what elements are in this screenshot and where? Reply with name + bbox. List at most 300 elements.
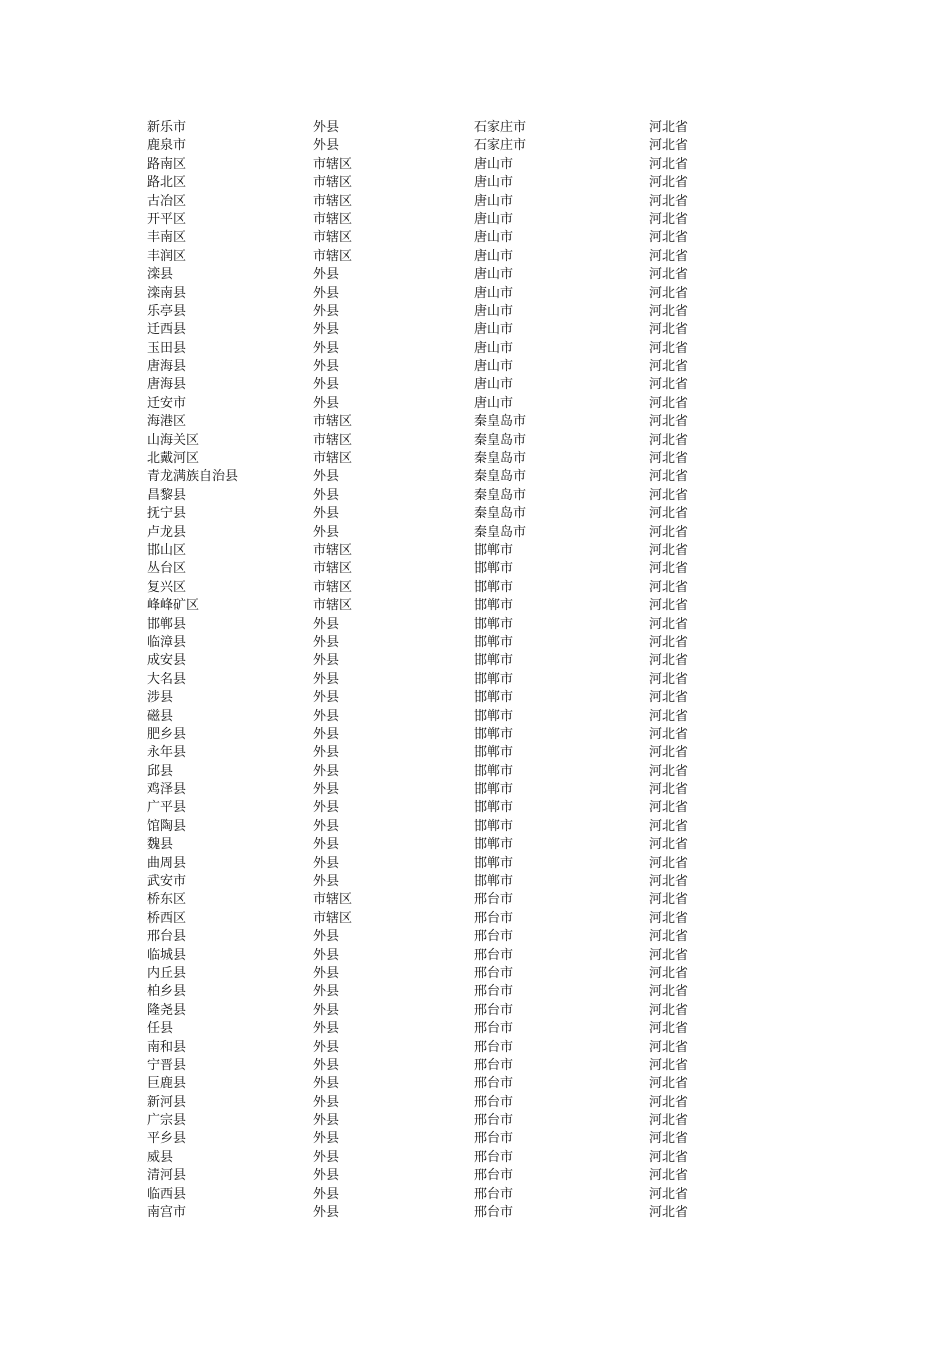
city-name-cell: 唐山市 <box>474 175 514 191</box>
province-name-cell: 河北省 <box>649 193 689 209</box>
district-type-cell: 外县 <box>313 487 340 503</box>
district-name-cell: 清河县 <box>147 1168 187 1184</box>
table-row <box>147 597 707 615</box>
province-name-cell: 河北省 <box>649 653 689 669</box>
district-type-cell: 外县 <box>313 855 340 871</box>
city-name-cell: 秦皇岛市 <box>474 506 527 522</box>
table-row <box>147 744 707 762</box>
table-row <box>147 1186 707 1204</box>
district-name-cell: 青龙满族自治县 <box>147 469 239 485</box>
province-name-cell: 河北省 <box>649 634 689 650</box>
district-type-cell: 市辖区 <box>313 432 353 448</box>
city-name-cell: 邢台市 <box>474 910 514 926</box>
table-row <box>147 450 707 468</box>
province-name-cell: 河北省 <box>649 690 689 706</box>
city-name-cell: 邢台市 <box>474 947 514 963</box>
city-name-cell: 唐山市 <box>474 340 514 356</box>
district-name-cell: 迁安市 <box>147 395 187 411</box>
province-name-cell: 河北省 <box>649 1094 689 1110</box>
district-type-cell: 外县 <box>313 469 340 485</box>
table-row <box>147 1149 707 1167</box>
province-name-cell: 河北省 <box>649 487 689 503</box>
table-row <box>147 119 707 137</box>
city-name-cell: 邯郸市 <box>474 598 514 614</box>
province-name-cell: 河北省 <box>649 524 689 540</box>
district-type-cell: 外县 <box>313 874 340 890</box>
district-name-cell: 滦县 <box>147 267 174 283</box>
table-row <box>147 468 707 486</box>
district-type-cell: 外县 <box>313 653 340 669</box>
district-type-cell: 市辖区 <box>313 579 353 595</box>
district-type-cell: 市辖区 <box>313 211 353 227</box>
district-name-cell: 临城县 <box>147 947 187 963</box>
district-name-cell: 涉县 <box>147 690 174 706</box>
province-name-cell: 河北省 <box>649 322 689 338</box>
table-row <box>147 910 707 928</box>
city-name-cell: 邯郸市 <box>474 837 514 853</box>
district-name-cell: 鸡泽县 <box>147 782 187 798</box>
district-type-cell: 外县 <box>313 120 340 135</box>
district-type-cell: 市辖区 <box>313 892 353 908</box>
district-name-cell: 路南区 <box>147 156 187 172</box>
province-name-cell: 河北省 <box>649 1205 689 1221</box>
province-name-cell: 河北省 <box>649 1149 689 1165</box>
table-row <box>147 542 707 560</box>
table-row <box>147 1204 707 1222</box>
district-name-cell: 唐海县 <box>147 359 187 375</box>
table-row <box>147 266 707 284</box>
district-name-cell: 邱县 <box>147 763 174 779</box>
district-type-cell: 外县 <box>313 1002 340 1018</box>
district-name-cell: 内丘县 <box>147 965 187 981</box>
city-name-cell: 秦皇岛市 <box>474 469 527 485</box>
province-name-cell: 河北省 <box>649 1057 689 1073</box>
province-name-cell: 河北省 <box>649 929 689 945</box>
city-name-cell: 邯郸市 <box>474 708 514 724</box>
province-name-cell: 河北省 <box>649 726 689 742</box>
city-name-cell: 唐山市 <box>474 303 514 319</box>
province-name-cell: 河北省 <box>649 469 689 485</box>
city-name-cell: 唐山市 <box>474 359 514 375</box>
district-type-cell: 外县 <box>313 947 340 963</box>
district-type-cell: 外县 <box>313 671 340 687</box>
province-name-cell: 河北省 <box>649 745 689 761</box>
district-type-cell: 外县 <box>313 745 340 761</box>
district-type-cell: 市辖区 <box>313 414 353 430</box>
city-name-cell: 邯郸市 <box>474 745 514 761</box>
table-row <box>147 652 707 670</box>
district-type-cell: 市辖区 <box>313 910 353 926</box>
province-name-cell: 河北省 <box>649 451 689 467</box>
district-name-cell: 路北区 <box>147 175 187 191</box>
district-type-cell: 外县 <box>313 616 340 632</box>
province-name-cell: 河北省 <box>649 267 689 283</box>
district-type-cell: 市辖区 <box>313 193 353 209</box>
table-row <box>147 1057 707 1075</box>
district-name-cell: 桥西区 <box>147 910 187 926</box>
city-name-cell: 邢台市 <box>474 1002 514 1018</box>
district-name-cell: 南宫市 <box>147 1205 187 1221</box>
district-type-cell: 外县 <box>313 267 340 283</box>
province-name-cell: 河北省 <box>649 763 689 779</box>
district-name-cell: 磁县 <box>147 708 174 724</box>
province-name-cell: 河北省 <box>649 874 689 890</box>
table-row <box>147 413 707 431</box>
province-name-cell: 河北省 <box>649 395 689 411</box>
city-name-cell: 邢台市 <box>474 1057 514 1073</box>
city-name-cell: 邢台市 <box>474 965 514 981</box>
city-name-cell: 邯郸市 <box>474 763 514 779</box>
table-row <box>147 505 707 523</box>
province-name-cell: 河北省 <box>649 211 689 227</box>
district-name-cell: 馆陶县 <box>147 818 187 834</box>
table-row <box>147 1167 707 1185</box>
district-type-cell: 外县 <box>313 285 340 301</box>
city-name-cell: 邢台市 <box>474 1113 514 1129</box>
province-name-cell: 河北省 <box>649 708 689 724</box>
district-name-cell: 峰峰矿区 <box>147 598 200 614</box>
table-row <box>147 818 707 836</box>
city-name-cell: 邯郸市 <box>474 726 514 742</box>
city-name-cell: 邢台市 <box>474 1168 514 1184</box>
district-name-cell: 成安县 <box>147 653 187 669</box>
table-row <box>147 855 707 873</box>
district-name-cell: 邯山区 <box>147 542 187 558</box>
province-name-cell: 河北省 <box>649 1039 689 1055</box>
city-name-cell: 邢台市 <box>474 1186 514 1202</box>
district-type-cell: 外县 <box>313 726 340 742</box>
district-name-cell: 威县 <box>147 1149 174 1165</box>
province-name-cell: 河北省 <box>649 1002 689 1018</box>
city-name-cell: 邯郸市 <box>474 634 514 650</box>
district-type-cell: 外县 <box>313 800 340 816</box>
province-name-cell: 河北省 <box>649 984 689 1000</box>
district-type-cell: 外县 <box>313 984 340 1000</box>
district-name-cell: 平乡县 <box>147 1131 187 1147</box>
district-name-cell: 昌黎县 <box>147 487 187 503</box>
district-name-cell: 邯郸县 <box>147 616 187 632</box>
province-name-cell: 河北省 <box>649 340 689 356</box>
district-name-cell: 邢台县 <box>147 929 187 945</box>
table-row <box>147 303 707 321</box>
district-name-cell: 开平区 <box>147 211 187 227</box>
district-type-cell: 外县 <box>313 1076 340 1092</box>
province-name-cell: 河北省 <box>649 248 689 264</box>
district-type-cell: 外县 <box>313 524 340 540</box>
district-type-cell: 外县 <box>313 965 340 981</box>
table-row <box>147 211 707 229</box>
province-name-cell: 河北省 <box>649 1186 689 1202</box>
province-name-cell: 河北省 <box>649 230 689 246</box>
district-type-cell: 外县 <box>313 782 340 798</box>
district-type-cell: 外县 <box>313 1205 340 1221</box>
table-row <box>147 248 707 266</box>
district-type-cell: 市辖区 <box>313 230 353 246</box>
table-row <box>147 781 707 799</box>
city-name-cell: 邯郸市 <box>474 671 514 687</box>
city-name-cell: 邢台市 <box>474 1021 514 1037</box>
city-name-cell: 邯郸市 <box>474 542 514 558</box>
province-name-cell: 河北省 <box>649 855 689 871</box>
province-name-cell: 河北省 <box>649 671 689 687</box>
table-row <box>147 358 707 376</box>
province-name-cell: 河北省 <box>649 965 689 981</box>
table-row <box>147 1094 707 1112</box>
city-name-cell: 邢台市 <box>474 929 514 945</box>
city-name-cell: 邢台市 <box>474 1094 514 1110</box>
province-name-cell: 河北省 <box>649 156 689 172</box>
city-name-cell: 唐山市 <box>474 230 514 246</box>
district-name-cell: 临西县 <box>147 1186 187 1202</box>
table-row <box>147 689 707 707</box>
province-name-cell: 河北省 <box>649 837 689 853</box>
district-type-cell: 外县 <box>313 708 340 724</box>
table-row <box>147 947 707 965</box>
district-name-cell: 古冶区 <box>147 193 187 209</box>
city-name-cell: 邯郸市 <box>474 874 514 890</box>
city-name-cell: 唐山市 <box>474 156 514 172</box>
province-name-cell: 河北省 <box>649 1113 689 1129</box>
table-row <box>147 671 707 689</box>
city-name-cell: 石家庄市 <box>474 138 527 154</box>
table-row <box>147 321 707 339</box>
province-name-cell: 河北省 <box>649 377 689 393</box>
city-name-cell: 邢台市 <box>474 1205 514 1221</box>
district-type-cell: 外县 <box>313 359 340 375</box>
district-name-cell: 巨鹿县 <box>147 1076 187 1092</box>
city-name-cell: 邯郸市 <box>474 818 514 834</box>
district-type-cell: 外县 <box>313 340 340 356</box>
province-name-cell: 河北省 <box>649 542 689 558</box>
district-name-cell: 乐亭县 <box>147 303 187 319</box>
district-name-cell: 唐海县 <box>147 377 187 393</box>
district-name-cell: 滦南县 <box>147 285 187 301</box>
table-row <box>147 965 707 983</box>
district-type-cell: 市辖区 <box>313 561 353 577</box>
district-type-cell: 外县 <box>313 395 340 411</box>
district-name-cell: 卢龙县 <box>147 524 187 540</box>
district-name-cell: 临漳县 <box>147 634 187 650</box>
city-name-cell: 邯郸市 <box>474 800 514 816</box>
province-name-cell: 河北省 <box>649 800 689 816</box>
district-name-cell: 北戴河区 <box>147 451 200 467</box>
district-type-cell: 市辖区 <box>313 542 353 558</box>
city-name-cell: 邢台市 <box>474 892 514 908</box>
district-type-cell: 外县 <box>313 377 340 393</box>
district-type-cell: 外县 <box>313 1021 340 1037</box>
district-type-cell: 市辖区 <box>313 451 353 467</box>
city-name-cell: 秦皇岛市 <box>474 487 527 503</box>
table-row <box>147 799 707 817</box>
province-name-cell: 河北省 <box>649 138 689 154</box>
province-name-cell: 河北省 <box>649 616 689 632</box>
table-row <box>147 616 707 634</box>
province-name-cell: 河北省 <box>649 1168 689 1184</box>
district-type-cell: 外县 <box>313 506 340 522</box>
district-type-cell: 外县 <box>313 1057 340 1073</box>
table-row <box>147 156 707 174</box>
city-name-cell: 唐山市 <box>474 377 514 393</box>
province-name-cell: 河北省 <box>649 782 689 798</box>
city-name-cell: 唐山市 <box>474 395 514 411</box>
district-name-cell: 抚宁县 <box>147 506 187 522</box>
district-type-cell: 外县 <box>313 1131 340 1147</box>
district-type-cell: 外县 <box>313 1168 340 1184</box>
table-row <box>147 983 707 1001</box>
district-name-cell: 迁西县 <box>147 322 187 338</box>
province-name-cell: 河北省 <box>649 947 689 963</box>
table-row <box>147 873 707 891</box>
table-row <box>147 340 707 358</box>
city-name-cell: 唐山市 <box>474 193 514 209</box>
city-name-cell: 邢台市 <box>474 984 514 1000</box>
district-name-cell: 魏县 <box>147 837 174 853</box>
province-name-cell: 河北省 <box>649 1131 689 1147</box>
city-name-cell: 石家庄市 <box>474 120 527 135</box>
table-row <box>147 229 707 247</box>
table-row <box>147 634 707 652</box>
province-name-cell: 河北省 <box>649 1021 689 1037</box>
district-name-cell: 广宗县 <box>147 1113 187 1129</box>
district-type-cell: 外县 <box>313 1039 340 1055</box>
district-type-cell: 外县 <box>313 1149 340 1165</box>
district-type-cell: 市辖区 <box>313 598 353 614</box>
province-name-cell: 河北省 <box>649 432 689 448</box>
district-name-cell: 丰南区 <box>147 230 187 246</box>
district-type-cell: 外县 <box>313 690 340 706</box>
province-name-cell: 河北省 <box>649 285 689 301</box>
district-name-cell: 柏乡县 <box>147 984 187 1000</box>
city-name-cell: 邯郸市 <box>474 690 514 706</box>
province-name-cell: 河北省 <box>649 1076 689 1092</box>
province-name-cell: 河北省 <box>649 818 689 834</box>
city-name-cell: 邢台市 <box>474 1131 514 1147</box>
district-name-cell: 鹿泉市 <box>147 138 187 154</box>
district-name-cell: 海港区 <box>147 414 187 430</box>
district-type-cell: 外县 <box>313 818 340 834</box>
table-row <box>147 763 707 781</box>
city-name-cell: 唐山市 <box>474 322 514 338</box>
city-name-cell: 邯郸市 <box>474 855 514 871</box>
city-name-cell: 邯郸市 <box>474 561 514 577</box>
table-row <box>147 726 707 744</box>
district-name-cell: 广平县 <box>147 800 187 816</box>
province-name-cell: 河北省 <box>649 579 689 595</box>
district-type-cell: 外县 <box>313 929 340 945</box>
district-name-cell: 玉田县 <box>147 340 187 356</box>
province-name-cell: 河北省 <box>649 892 689 908</box>
city-name-cell: 唐山市 <box>474 211 514 227</box>
table-row <box>147 174 707 192</box>
district-type-cell: 外县 <box>313 1186 340 1202</box>
city-name-cell: 邯郸市 <box>474 616 514 632</box>
district-type-cell: 外县 <box>313 322 340 338</box>
table-row <box>147 524 707 542</box>
table-row <box>147 1020 707 1038</box>
table-row <box>147 285 707 303</box>
district-name-cell: 宁晋县 <box>147 1057 187 1073</box>
region-table <box>147 119 707 1222</box>
table-row <box>147 928 707 946</box>
district-type-cell: 外县 <box>313 303 340 319</box>
province-name-cell: 河北省 <box>649 120 689 135</box>
table-row <box>147 560 707 578</box>
city-name-cell: 秦皇岛市 <box>474 432 527 448</box>
province-name-cell: 河北省 <box>649 175 689 191</box>
table-row <box>147 487 707 505</box>
district-type-cell: 市辖区 <box>313 248 353 264</box>
district-type-cell: 外县 <box>313 763 340 779</box>
city-name-cell: 邢台市 <box>474 1149 514 1165</box>
table-row <box>147 1039 707 1057</box>
province-name-cell: 河北省 <box>649 910 689 926</box>
province-name-cell: 河北省 <box>649 561 689 577</box>
district-name-cell: 肥乡县 <box>147 726 187 742</box>
table-row <box>147 1002 707 1020</box>
province-name-cell: 河北省 <box>649 303 689 319</box>
district-type-cell: 外县 <box>313 634 340 650</box>
district-name-cell: 大名县 <box>147 671 187 687</box>
city-name-cell: 唐山市 <box>474 267 514 283</box>
district-type-cell: 外县 <box>313 138 340 154</box>
district-name-cell: 隆尧县 <box>147 1002 187 1018</box>
district-type-cell: 市辖区 <box>313 175 353 191</box>
district-name-cell: 新河县 <box>147 1094 187 1110</box>
province-name-cell: 河北省 <box>649 506 689 522</box>
city-name-cell: 秦皇岛市 <box>474 451 527 467</box>
city-name-cell: 唐山市 <box>474 248 514 264</box>
district-name-cell: 南和县 <box>147 1039 187 1055</box>
province-name-cell: 河北省 <box>649 414 689 430</box>
table-row <box>147 579 707 597</box>
district-name-cell: 武安市 <box>147 874 187 890</box>
city-name-cell: 秦皇岛市 <box>474 524 527 540</box>
district-name-cell: 永年县 <box>147 745 187 761</box>
table-row <box>147 432 707 450</box>
province-name-cell: 河北省 <box>649 598 689 614</box>
city-name-cell: 邢台市 <box>474 1039 514 1055</box>
district-name-cell: 曲周县 <box>147 855 187 871</box>
table-row <box>147 193 707 211</box>
table-row <box>147 708 707 726</box>
table-row <box>147 1130 707 1148</box>
city-name-cell: 唐山市 <box>474 285 514 301</box>
district-type-cell: 外县 <box>313 1113 340 1129</box>
district-name-cell: 山海关区 <box>147 432 200 448</box>
district-name-cell: 任县 <box>147 1021 174 1037</box>
city-name-cell: 秦皇岛市 <box>474 414 527 430</box>
city-name-cell: 邯郸市 <box>474 653 514 669</box>
district-name-cell: 丰润区 <box>147 248 187 264</box>
district-name-cell: 新乐市 <box>147 120 187 135</box>
table-row <box>147 891 707 909</box>
table-row <box>147 137 707 155</box>
table-row <box>147 1112 707 1130</box>
district-type-cell: 市辖区 <box>313 156 353 172</box>
district-type-cell: 外县 <box>313 837 340 853</box>
table-row <box>147 395 707 413</box>
table-row <box>147 1075 707 1093</box>
district-name-cell: 丛台区 <box>147 561 187 577</box>
table-row <box>147 376 707 394</box>
district-name-cell: 复兴区 <box>147 579 187 595</box>
city-name-cell: 邯郸市 <box>474 579 514 595</box>
province-name-cell: 河北省 <box>649 359 689 375</box>
city-name-cell: 邯郸市 <box>474 782 514 798</box>
district-type-cell: 外县 <box>313 1094 340 1110</box>
city-name-cell: 邢台市 <box>474 1076 514 1092</box>
district-name-cell: 桥东区 <box>147 892 187 908</box>
